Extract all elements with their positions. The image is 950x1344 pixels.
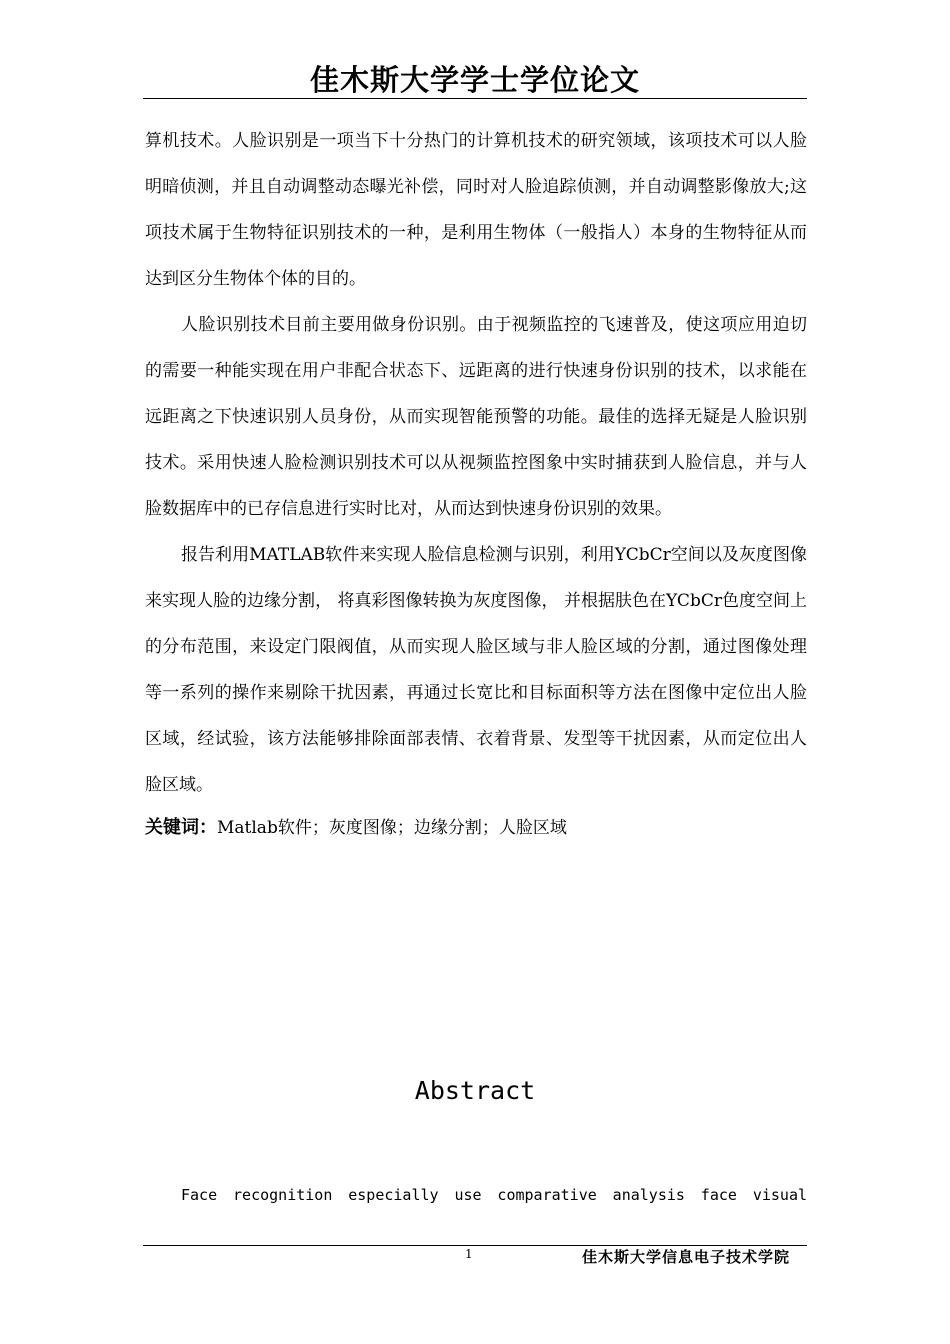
- page-number: 1: [465, 1247, 473, 1261]
- footer-school-name: 佳木斯大学信息电子技术学院: [581, 1248, 790, 1266]
- abstract-first-line: Face recognition especially use comparative analysis face visual: [181, 1186, 807, 1204]
- page-header-title: 佳木斯大学学士学位论文: [309, 63, 640, 97]
- keywords-value: Matlab软件；灰度图像；边缘分割；人脸区域: [217, 818, 567, 838]
- footer-divider: [143, 1245, 807, 1246]
- paragraph-continuation: 算机技术。人脸识别是一项当下十分热门的计算机技术的研究领域，该项技术可以人脸明暗侦测，并且自动调整动态曝光补偿，同时对人脸追踪侦测，并自动调整影像放大;这项技术属于生物特征识别技术的一种，是利用生物体（一般指人）本身的生物特征从而达到区分生物体个体的目的。: [145, 131, 807, 289]
- header-divider: [143, 98, 807, 99]
- keywords-line: [145, 808, 807, 848]
- paragraph-report-method: 报告利用MATLAB软件来实现人脸信息检测与识别，利用YCbCr空间以及灰度图像来实现人脸的边缘分割， 将真彩图像转换为灰度图像， 并根据肤色在YCbCr色度空间上的分布范围，来设定门限阀值，从而实现人脸区域与非人脸区域的分割，通过图像处理等一系列的操作来剔除干扰因素，再通过长宽比和目标面积等方法在图像中定位出人脸区域，经试验，该方法能够排除面部表情、衣着背景、发型等干扰因素，从而定位出人脸区域。: [145, 545, 807, 795]
- paragraph-face-recognition-usage: 人脸识别技术目前主要用做身份识别。由于视频监控的飞速普及，使这项应用迫切的需要一种能实现在用户非配合状态下、远距离的进行快速身份识别的技术，以求能在远距离之下快速识别人员身份，从而实现智能预警的功能。最佳的选择无疑是人脸识别技术。采用快速人脸检测识别技术可以从视频监控图象中实时捕获到人脸信息，并与人脸数据库中的已存信息进行实时比对，从而达到快速身份识别的效果。: [145, 315, 807, 519]
- keywords-label: 关键词：: [145, 817, 217, 838]
- abstract-heading: Abstract: [414, 1076, 536, 1105]
- chinese-abstract-body: [145, 118, 807, 848]
